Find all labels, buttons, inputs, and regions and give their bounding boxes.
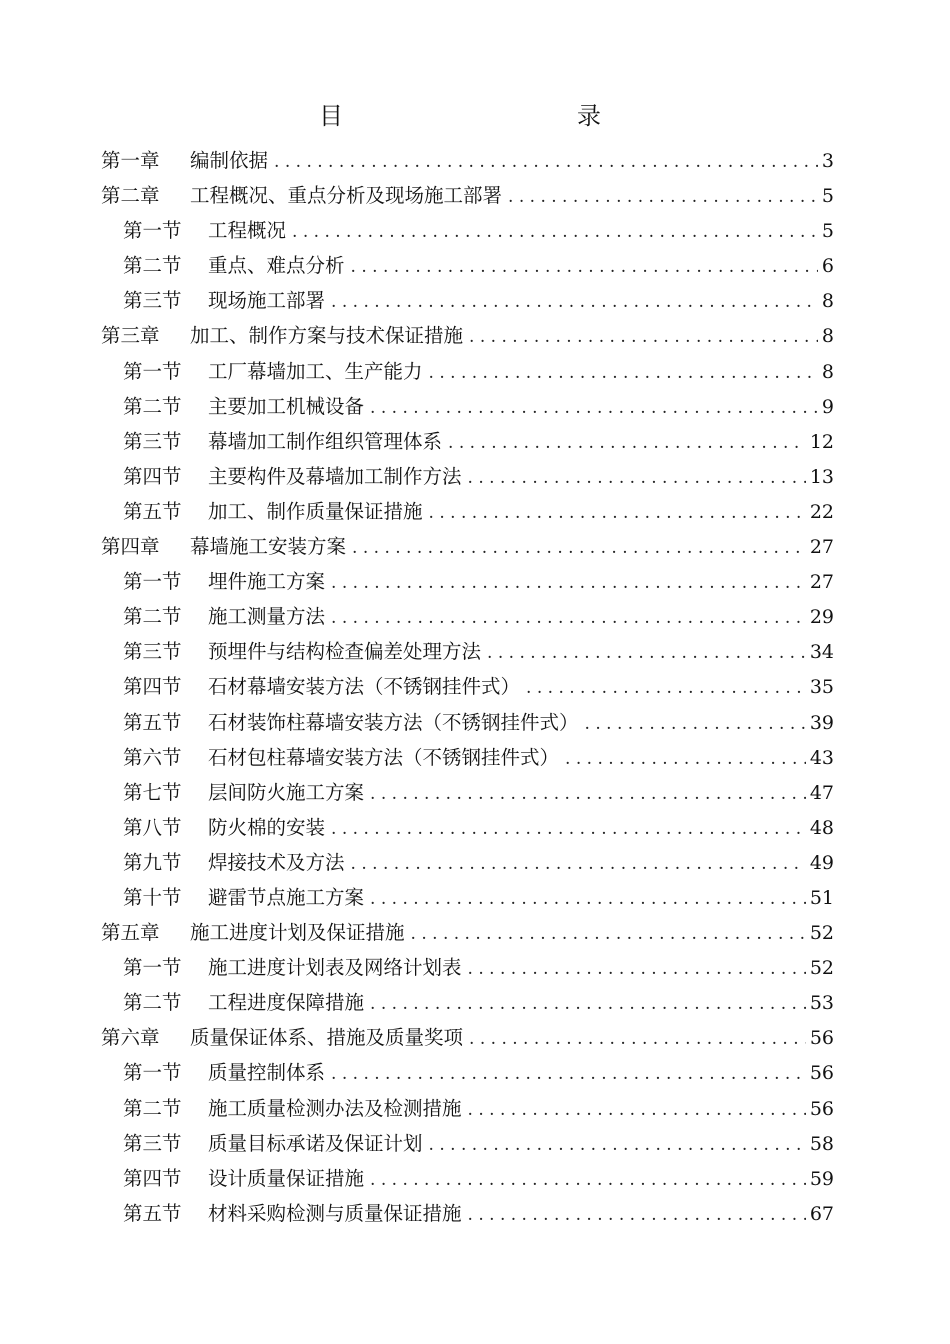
toc-page-number: 52 — [809, 957, 834, 980]
toc-page-number: 22 — [809, 500, 834, 523]
toc-page-number: 59 — [809, 1167, 834, 1190]
toc-page-number: 8 — [821, 360, 834, 383]
toc-entry-title: 埋件施工方案 — [208, 570, 326, 594]
toc-entry-label: 第三节 — [123, 429, 182, 453]
toc-entry-label: 第二节 — [123, 394, 182, 418]
toc-section-entry[interactable] — [101, 1161, 834, 1196]
toc-section-entry[interactable] — [101, 775, 834, 810]
dot-leader — [370, 391, 818, 426]
toc-page-number: 3 — [821, 150, 834, 172]
toc-entry-label: 第一节 — [123, 570, 182, 594]
toc-page-number: 39 — [809, 711, 834, 734]
dot-leader — [468, 461, 806, 496]
toc-page-number: 27 — [809, 536, 834, 559]
toc-page-number: 12 — [809, 430, 834, 453]
toc-entry-label: 第七节 — [123, 780, 182, 804]
toc-entry-title: 主要构件及幕墙加工制作方法 — [208, 464, 462, 488]
toc-entry-label: 第一章 — [101, 149, 160, 172]
toc-entry-label: 第五节 — [123, 710, 182, 734]
toc-page-number: 51 — [809, 886, 834, 909]
toc-entry-title: 主要加工机械设备 — [208, 394, 365, 418]
dot-leader — [370, 987, 806, 1022]
toc-section-entry[interactable] — [101, 985, 834, 1020]
toc-entry-title: 工程进度保障措施 — [208, 991, 365, 1015]
toc-section-entry[interactable] — [101, 880, 834, 915]
toc-page-number: 35 — [809, 676, 834, 699]
toc-section-entry[interactable] — [101, 283, 834, 318]
toc-section-entry[interactable] — [101, 950, 834, 985]
toc-page-number: 56 — [809, 1027, 834, 1050]
dot-leader — [468, 1198, 806, 1233]
toc-entry-title: 工程概况、重点分析及现场施工部署 — [190, 184, 503, 208]
toc-entry-title: 加工、制作质量保证措施 — [208, 499, 423, 523]
toc-entry-title: 质量控制体系 — [208, 1061, 326, 1085]
toc-chapter-entry[interactable] — [101, 318, 834, 353]
toc-section-entry[interactable] — [101, 213, 834, 248]
toc-page-number: 29 — [809, 606, 834, 629]
toc-entry-label: 第二章 — [101, 184, 160, 208]
table-of-contents — [101, 143, 834, 1231]
toc-entry-label: 第八节 — [123, 815, 182, 839]
toc-entry-label: 第三节 — [123, 289, 182, 313]
toc-entry-title: 幕墙施工安装方案 — [190, 535, 347, 559]
toc-entry-label: 第二节 — [123, 1096, 182, 1120]
toc-section-entry[interactable] — [101, 810, 834, 845]
dot-leader — [370, 777, 806, 812]
toc-page-number: 13 — [809, 465, 834, 488]
dot-leader — [331, 1057, 806, 1092]
dot-leader — [429, 1128, 806, 1163]
dot-leader — [331, 285, 818, 320]
toc-entry-title: 工厂幕墙加工、生产能力 — [208, 359, 423, 383]
toc-section-entry[interactable] — [101, 705, 834, 740]
toc-section-entry[interactable] — [101, 459, 834, 494]
toc-entry-title: 现场施工部署 — [208, 289, 326, 313]
toc-entry-label: 第五节 — [123, 499, 182, 523]
toc-entry-title: 质量目标承诺及保证计划 — [208, 1131, 423, 1155]
dot-leader — [370, 882, 806, 917]
toc-page-number: 58 — [809, 1132, 834, 1155]
toc-entry-label: 第二节 — [123, 254, 182, 278]
toc-page-number: 27 — [809, 571, 834, 594]
dot-leader — [274, 145, 818, 180]
dot-leader — [429, 356, 818, 391]
toc-chapter-entry[interactable] — [101, 529, 834, 564]
toc-entry-title: 施工测量方法 — [208, 605, 326, 629]
dot-leader — [469, 1022, 806, 1057]
toc-entry-title: 预埋件与结构检查偏差处理方法 — [208, 640, 482, 664]
toc-entry-title: 设计质量保证措施 — [208, 1166, 365, 1190]
toc-entry-label: 第一节 — [123, 956, 182, 980]
toc-entry-label: 第五节 — [123, 1201, 182, 1225]
toc-entry-label: 第十节 — [123, 885, 182, 909]
toc-entry-title: 石材包柱幕墙安装方法（不锈钢挂件式） — [208, 745, 560, 769]
dot-leader — [468, 952, 806, 987]
dot-leader — [508, 180, 818, 215]
dot-leader — [429, 496, 806, 531]
page-title: 目 录 — [319, 102, 663, 130]
toc-page-number: 34 — [809, 641, 834, 664]
toc-entry-title: 编制依据 — [190, 149, 269, 172]
dot-leader — [331, 601, 806, 636]
toc-section-entry[interactable] — [101, 740, 834, 775]
toc-section-entry[interactable] — [101, 599, 834, 634]
toc-section-entry[interactable] — [101, 1091, 834, 1126]
dot-leader — [487, 636, 806, 671]
toc-entry-label: 第三节 — [123, 640, 182, 664]
toc-entry-label: 第六章 — [101, 1026, 160, 1050]
toc-page-number: 8 — [821, 290, 834, 313]
toc-entry-title: 幕墙加工制作组织管理体系 — [208, 429, 443, 453]
dot-leader — [585, 707, 806, 742]
toc-chapter-entry[interactable] — [101, 143, 834, 178]
dot-leader — [352, 531, 806, 566]
dot-leader — [331, 812, 806, 847]
dot-leader — [565, 742, 806, 777]
toc-section-entry[interactable] — [101, 564, 834, 599]
toc-entry-title: 质量保证体系、措施及质量奖项 — [190, 1026, 464, 1050]
toc-page-number: 56 — [809, 1062, 834, 1085]
toc-entry-label: 第三节 — [123, 1131, 182, 1155]
toc-entry-label: 第四节 — [123, 464, 182, 488]
toc-chapter-entry[interactable] — [101, 1020, 834, 1055]
dot-leader — [370, 1163, 806, 1198]
toc-entry-label: 第一节 — [123, 359, 182, 383]
toc-entry-label: 第五章 — [101, 921, 160, 945]
toc-entry-title: 施工进度计划及保证措施 — [190, 921, 405, 945]
toc-section-entry[interactable] — [101, 354, 834, 389]
toc-entry-label: 第二节 — [123, 605, 182, 629]
toc-entry-title: 石材装饰柱幕墙安装方法（不锈钢挂件式） — [208, 710, 579, 734]
toc-entry-title: 石材幕墙安装方法（不锈钢挂件式） — [208, 675, 521, 699]
toc-chapter-entry[interactable] — [101, 915, 834, 950]
toc-entry-label: 第四节 — [123, 675, 182, 699]
toc-entry-title: 材料采购检测与质量保证措施 — [208, 1201, 462, 1225]
toc-page-number: 6 — [821, 255, 834, 278]
toc-entry-label: 第一节 — [123, 219, 182, 243]
toc-section-entry[interactable] — [101, 424, 834, 459]
toc-section-entry[interactable] — [101, 389, 834, 424]
dot-leader — [469, 320, 818, 355]
dot-leader — [351, 847, 806, 882]
toc-entry-label: 第三章 — [101, 324, 160, 348]
toc-entry-title: 加工、制作方案与技术保证措施 — [190, 324, 464, 348]
toc-page-number: 5 — [821, 185, 834, 208]
toc-page-number: 49 — [809, 851, 834, 874]
toc-entry-title: 层间防火施工方案 — [208, 780, 365, 804]
toc-section-entry[interactable] — [101, 1196, 834, 1231]
toc-entry-label: 第六节 — [123, 745, 182, 769]
toc-page-number: 47 — [809, 781, 834, 804]
toc-entry-label: 第二节 — [123, 991, 182, 1015]
toc-page-number: 5 — [821, 220, 834, 243]
toc-page-number: 56 — [809, 1097, 834, 1120]
dot-leader — [292, 215, 818, 250]
toc-section-entry[interactable] — [101, 1126, 834, 1161]
toc-page-number: 52 — [809, 922, 834, 945]
dot-leader — [526, 671, 806, 706]
toc-page-number: 8 — [821, 325, 834, 348]
toc-chapter-entry[interactable] — [101, 178, 834, 213]
toc-page-number: 67 — [809, 1202, 834, 1225]
dot-leader — [411, 917, 806, 952]
dot-leader — [351, 250, 818, 285]
toc-section-entry[interactable] — [101, 845, 834, 880]
dot-leader — [468, 1093, 806, 1128]
toc-entry-title: 重点、难点分析 — [208, 254, 345, 278]
toc-entry-title: 焊接技术及方法 — [208, 850, 345, 874]
toc-section-entry[interactable] — [101, 494, 834, 529]
toc-entry-label: 第九节 — [123, 850, 182, 874]
toc-entry-label: 第一节 — [123, 1061, 182, 1085]
toc-page-number: 53 — [809, 992, 834, 1015]
toc-section-entry[interactable] — [101, 669, 834, 704]
toc-entry-title: 施工进度计划表及网络计划表 — [208, 956, 462, 980]
toc-entry-title: 避雷节点施工方案 — [208, 885, 365, 909]
toc-entry-title: 防火棉的安装 — [208, 815, 326, 839]
toc-entry-title: 施工质量检测办法及检测措施 — [208, 1096, 462, 1120]
toc-page-number: 43 — [809, 746, 834, 769]
toc-page-number: 48 — [809, 816, 834, 839]
toc-section-entry[interactable] — [101, 248, 834, 283]
dot-leader — [331, 566, 806, 601]
toc-section-entry[interactable] — [101, 1055, 834, 1090]
dot-leader — [448, 426, 806, 461]
toc-section-entry[interactable] — [101, 634, 834, 669]
toc-entry-label: 第四节 — [123, 1166, 182, 1190]
toc-page-number: 9 — [821, 395, 834, 418]
toc-entry-title: 工程概况 — [208, 219, 287, 243]
toc-entry-label: 第四章 — [101, 535, 160, 559]
